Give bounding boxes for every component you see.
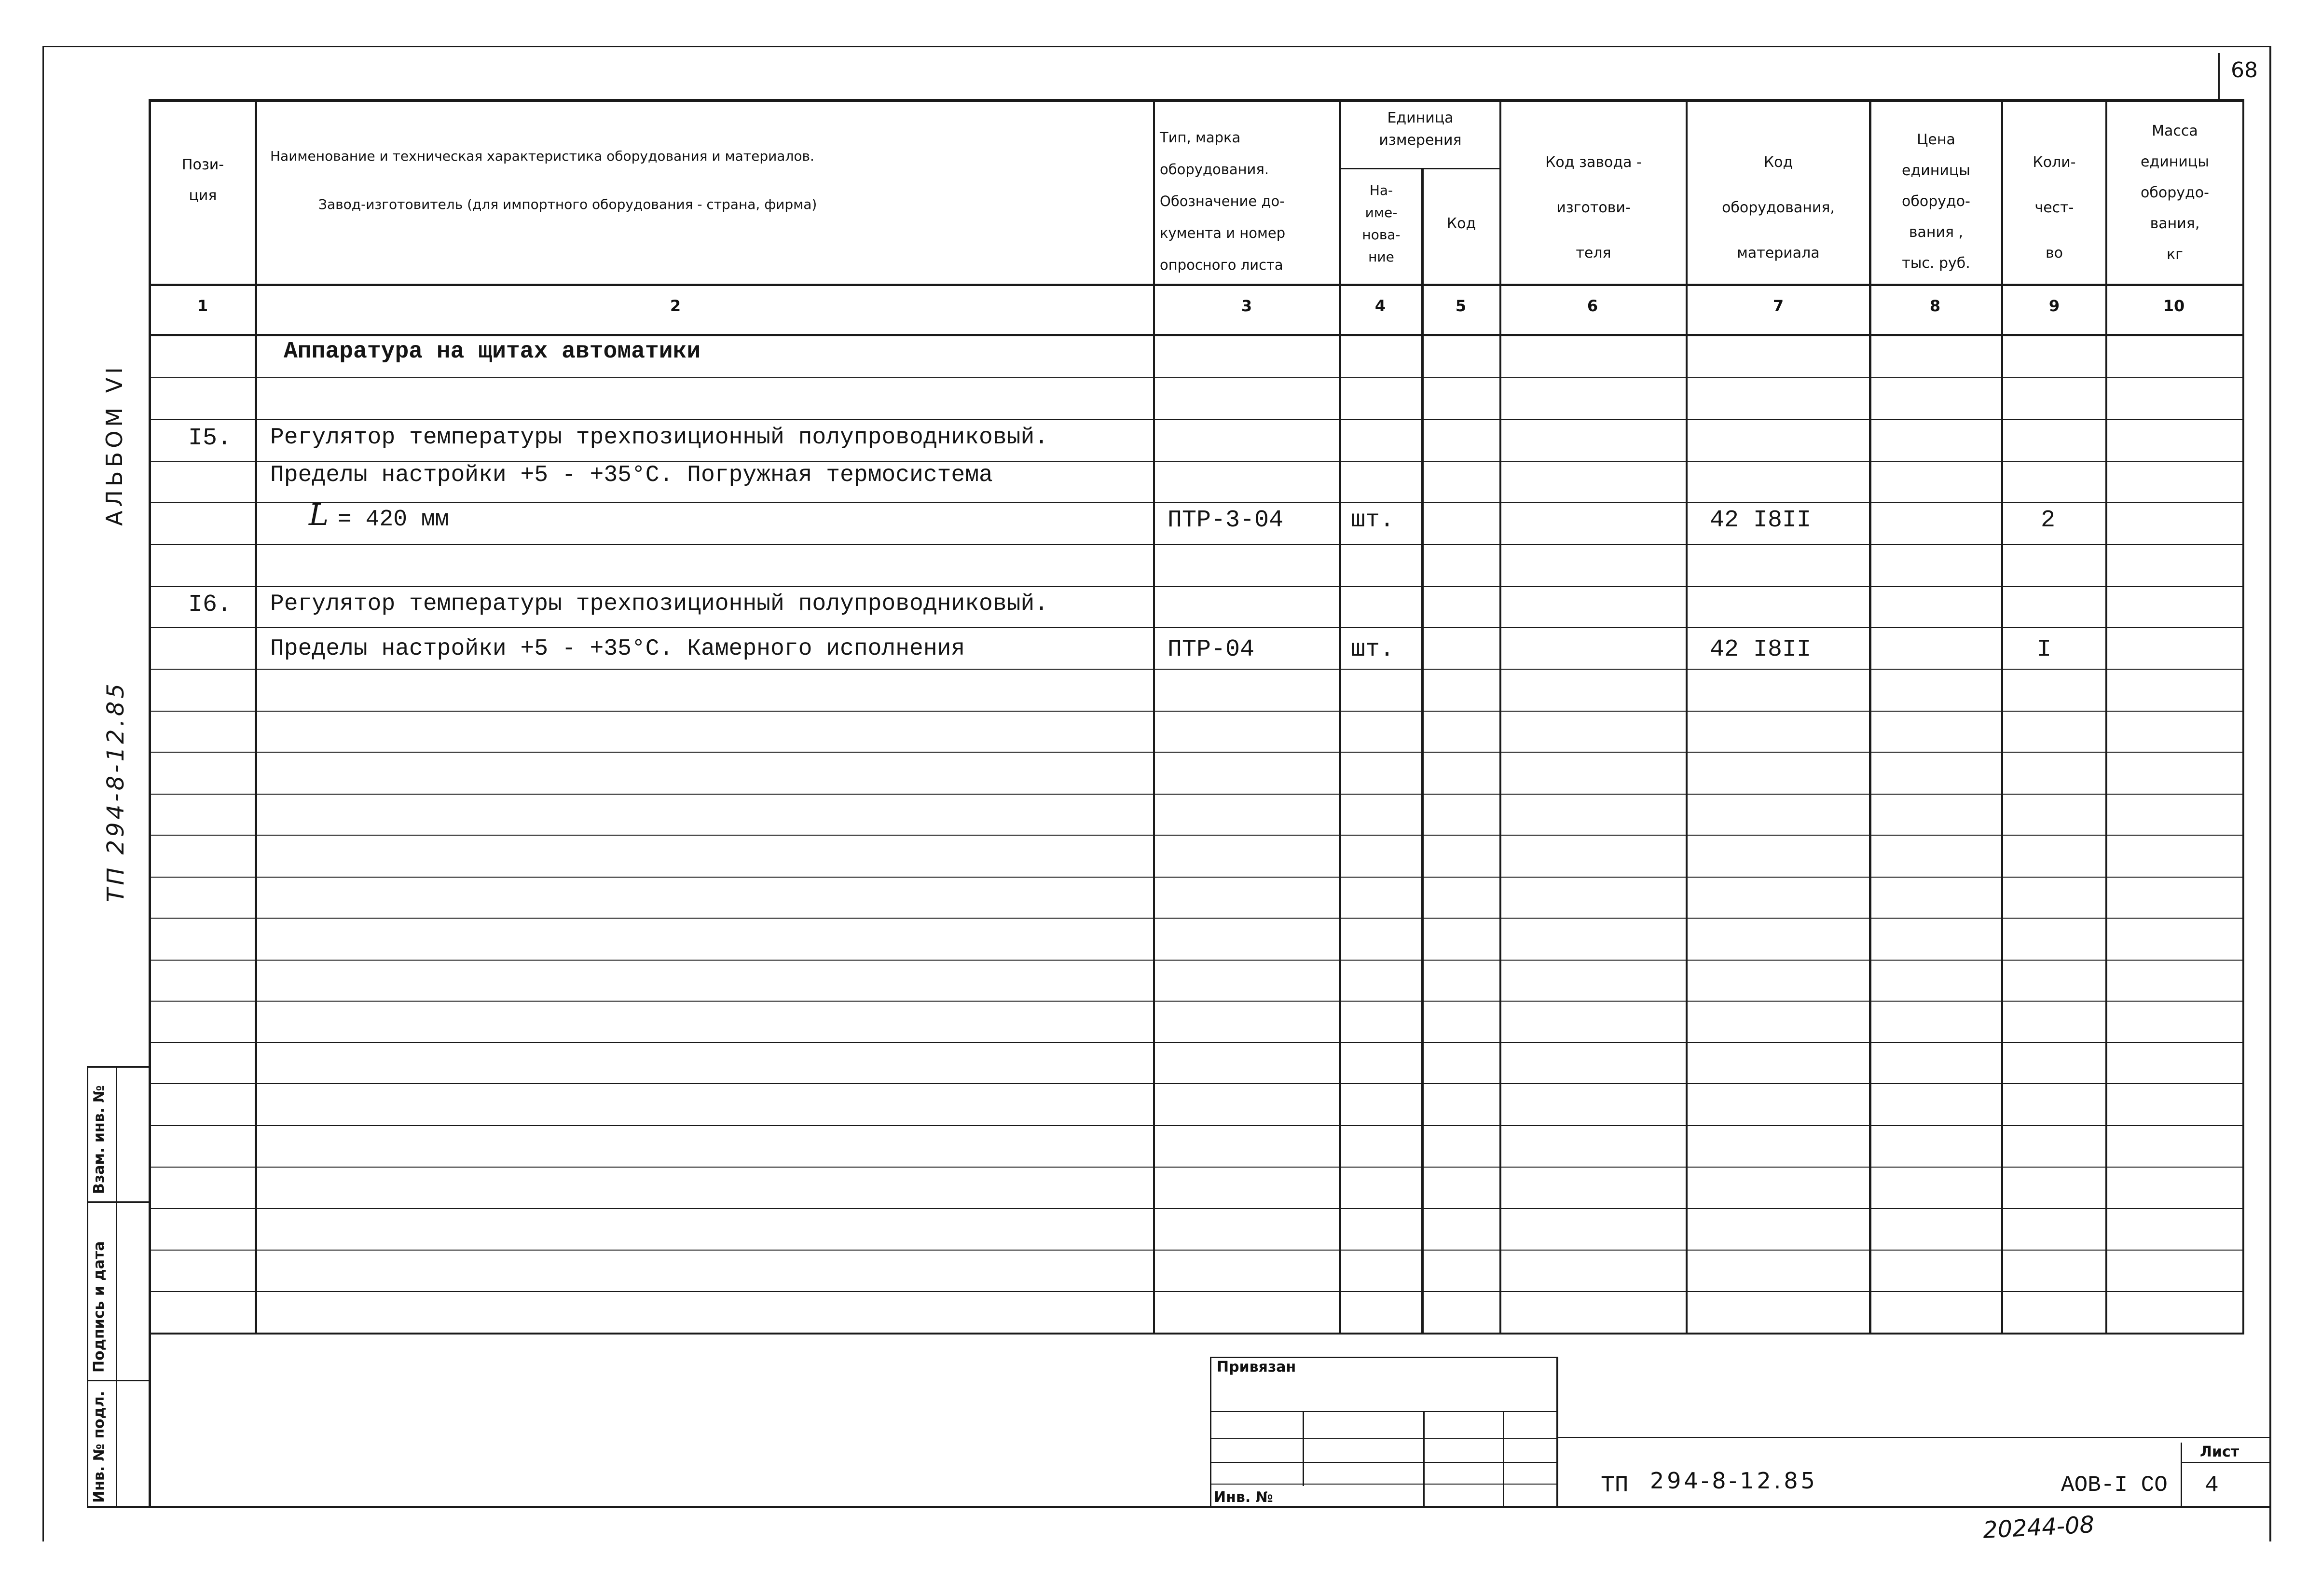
header-position: Пози- ция (181, 156, 224, 204)
column-number: 1 (197, 297, 208, 315)
project-label: ТП 294-8-12.85 (102, 681, 129, 902)
inv-podl-label: Инв. № подл. (91, 1390, 108, 1503)
row16-name-line2: Пределы настройки +5 - +35°С. Камерного исполнения (270, 636, 965, 662)
doc-number: 294-8-12.85 (1650, 1468, 1818, 1494)
archive-number: 20244-08 (1982, 1511, 2095, 1544)
header-unit: Единица измерения (1379, 110, 1462, 149)
row15-code: 42 I8II (1710, 507, 1812, 534)
header-unit-code: Код (1446, 215, 1476, 232)
row16-quantity: I (2037, 636, 2052, 663)
row15-unit: шт. (1351, 507, 1395, 534)
column-number: 2 (670, 297, 681, 315)
row15-type: ПТР-3-04 (1168, 507, 1284, 534)
column-number: 8 (1929, 297, 1941, 315)
header-price: Цена единицы оборудо- вания , тыс. руб. (1902, 131, 1970, 272)
row15-position: I5. (188, 425, 232, 452)
column-number: 6 (1587, 297, 1598, 315)
privyazan-label: Привязан (1217, 1359, 1296, 1376)
header-name-line1: Наименование и техническая характеристика оборудования и материалов. (270, 148, 814, 164)
header-equipment-code: Код оборудования, материала (1722, 154, 1835, 261)
header-unit-name: На- име- нова- ние (1362, 182, 1401, 265)
column-number: 10 (2163, 297, 2185, 315)
row15-name-line2: Пределы настройки +5 - +35°С. Погружная термосистема (270, 462, 993, 488)
row16-name-line1: Регулятор температуры трехпозиционный полупроводниковый. (270, 591, 1049, 617)
header-quantity: Коли- чест- во (2033, 154, 2076, 261)
row15-name-line1: Регулятор температуры трехпозиционный полупроводниковый. (270, 425, 1049, 451)
row15-name-line3: = 420 мм (338, 507, 449, 533)
doc-code: ТП (1601, 1472, 1629, 1499)
column-number: 3 (1241, 297, 1252, 315)
row16-unit: шт. (1351, 636, 1395, 663)
header-mass: Масса единицы оборудо- вания, кг (2141, 123, 2209, 263)
section-title: Аппаратура на щитах автоматики (284, 339, 701, 365)
row16-code: 42 I8II (1710, 636, 1812, 663)
row16-type: ПТР-04 (1168, 636, 1255, 663)
column-number: 7 (1772, 297, 1784, 315)
column-number: 4 (1374, 297, 1386, 315)
page-number: 68 (2231, 58, 2258, 83)
column-number: 5 (1455, 297, 1467, 315)
row16-position: I6. (188, 591, 232, 619)
header-name-line2: Завод-изготовитель (для импортного оборудования - страна, фирма) (318, 196, 817, 212)
row15-l-symbol: L (309, 497, 329, 532)
header-type: Тип, марка оборудования. Обозначение до- кумента и номер опросного листа (1160, 129, 1286, 273)
sign-date-label: Подпись и дата (91, 1241, 108, 1373)
inv-vzam-label: Взам. инв. № (91, 1085, 108, 1194)
row15-quantity: 2 (2041, 507, 2056, 534)
sheet-number: 4 (2205, 1472, 2219, 1499)
inv-no-label: Инв. № (1214, 1489, 1273, 1506)
column-number: 9 (2048, 297, 2060, 315)
album-label: АЛЬБОМ VI (101, 363, 127, 526)
sheet-label: Лист (2200, 1444, 2239, 1460)
header-manufacturer-code: Код завода - изготови- теля (1545, 154, 1642, 261)
sheet-code: АОВ-I СО (2061, 1472, 2168, 1498)
